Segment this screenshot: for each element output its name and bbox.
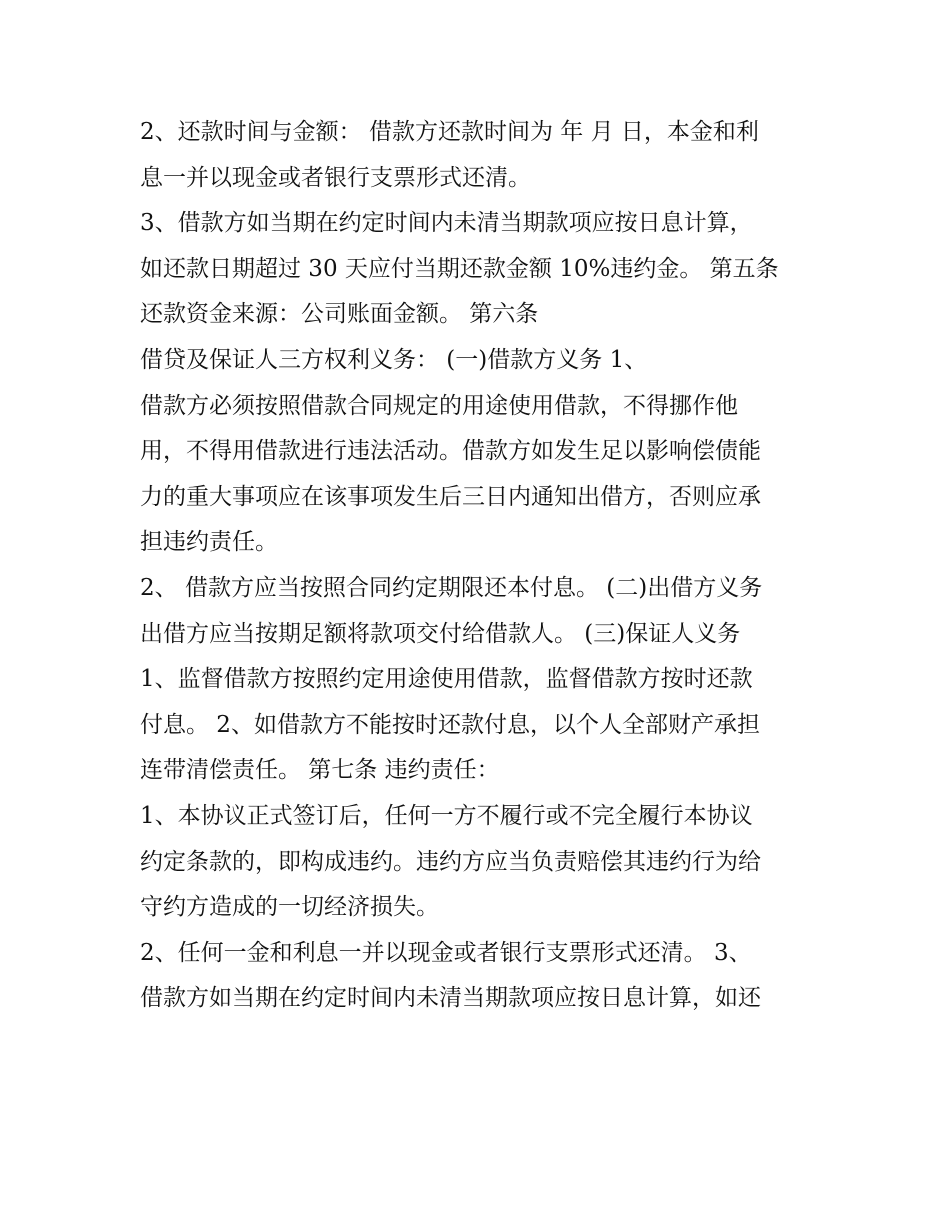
text-line-6: 借贷及保证人三方权利义务： (一)借款方义务 1、 — [140, 346, 648, 373]
text-line-8: 用，不得用借款进行违法活动。借款方如发生足以影响偿债能 — [140, 438, 761, 465]
text-line-20: 借款方如当期在约定时间内未清当期款项应按日息计算，如还 — [140, 985, 761, 1012]
text-line-16: 1、本协议正式签订后，任何一方不履行或不完全履行本协议 — [140, 802, 753, 829]
text-line-9: 力的重大事项应在该事项发生后三日内通知出借方，否则应承 — [140, 483, 761, 510]
text-line-1: 2、还款时间与金额： 借款方还款时间为 年 月 日，本金和利 — [140, 119, 759, 145]
document-body — [140, 110, 830, 1022]
text-line-18: 守约方造成的一切经济损失。 — [140, 894, 439, 921]
text-line-4: 如还款日期超过 30 天应付当期还款金额 10%违约金。 第五条 — [140, 255, 779, 282]
text-line-10: 担违约责任。 — [140, 529, 278, 556]
text-line-12: 出借方应当按期足额将款项交付给借款人。 (三)保证人义务 — [140, 620, 741, 647]
text-line-3: 3、借款方如当期在约定时间内未清当期款项应按日息计算， — [140, 210, 753, 237]
text-line-5: 还款资金来源：公司账面金额。 第六条 — [140, 301, 539, 328]
text-line-7: 借款方必须按照借款合同规定的用途使用借款，不得挪作他 — [140, 392, 738, 419]
text-line-11: 2、 借款方应当按照合同约定期限还本付息。 (二)出借方义务 — [140, 574, 763, 601]
text-line-13: 1、监督借款方按照约定用途使用借款，监督借款方按时还款 — [140, 666, 753, 693]
text-line-14: 付息。 2、如借款方不能按时还款付息，以个人全部财产承担 — [140, 711, 760, 738]
text-line-15: 连带清偿责任。 第七条 违约责任： — [140, 757, 500, 784]
text-line-19: 2、任何一金和利息一并以现金或者银行支票形式还清。 3、 — [140, 939, 752, 966]
text-line-2: 息一并以现金或者银行支票形式还清。 — [140, 164, 531, 191]
text-line-17: 约定条款的，即构成违约。违约方应当负责赔偿其违约行为给 — [140, 848, 761, 875]
